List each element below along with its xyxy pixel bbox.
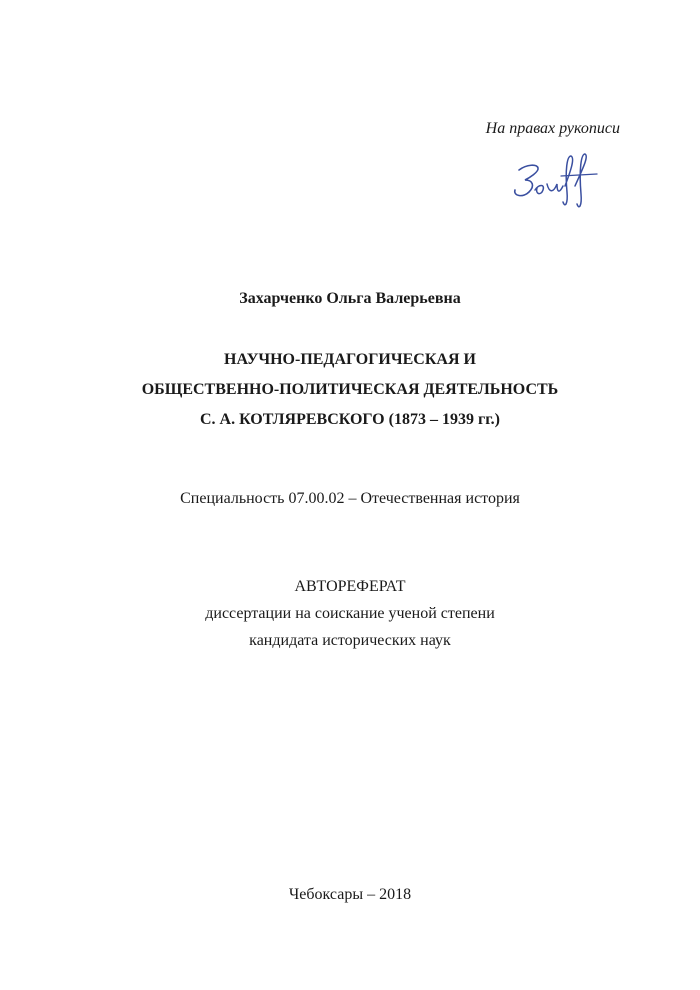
title-line-1: НАУЧНО-ПЕДАГОГИЧЕСКАЯ И [224,351,476,368]
author-name: Захарченко Ольга Валерьевна [239,290,461,307]
abstract-degree-line: диссертации на соискание ученой степени [205,605,495,622]
specialty-line: Специальность 07.00.02 – Отечественная история [180,490,520,507]
rights-note: На правах рукописи [485,120,620,137]
dissertation-title [0,345,700,435]
place-year: Чебоксары – 2018 [288,886,412,903]
abstract-block [0,573,700,654]
abstract-field-line: кандидата исторических наук [249,632,451,649]
title-line-3: С. А. КОТЛЯРЕВСКОГО (1873 – 1939 гг.) [199,411,501,428]
abstract-heading: АВТОРЕФЕРАТ [294,578,406,595]
title-line-2: ОБЩЕСТВЕННО-ПОЛИТИЧЕСКАЯ ДЕЯТЕЛЬНОСТЬ [141,381,559,398]
author-signature [505,150,605,212]
